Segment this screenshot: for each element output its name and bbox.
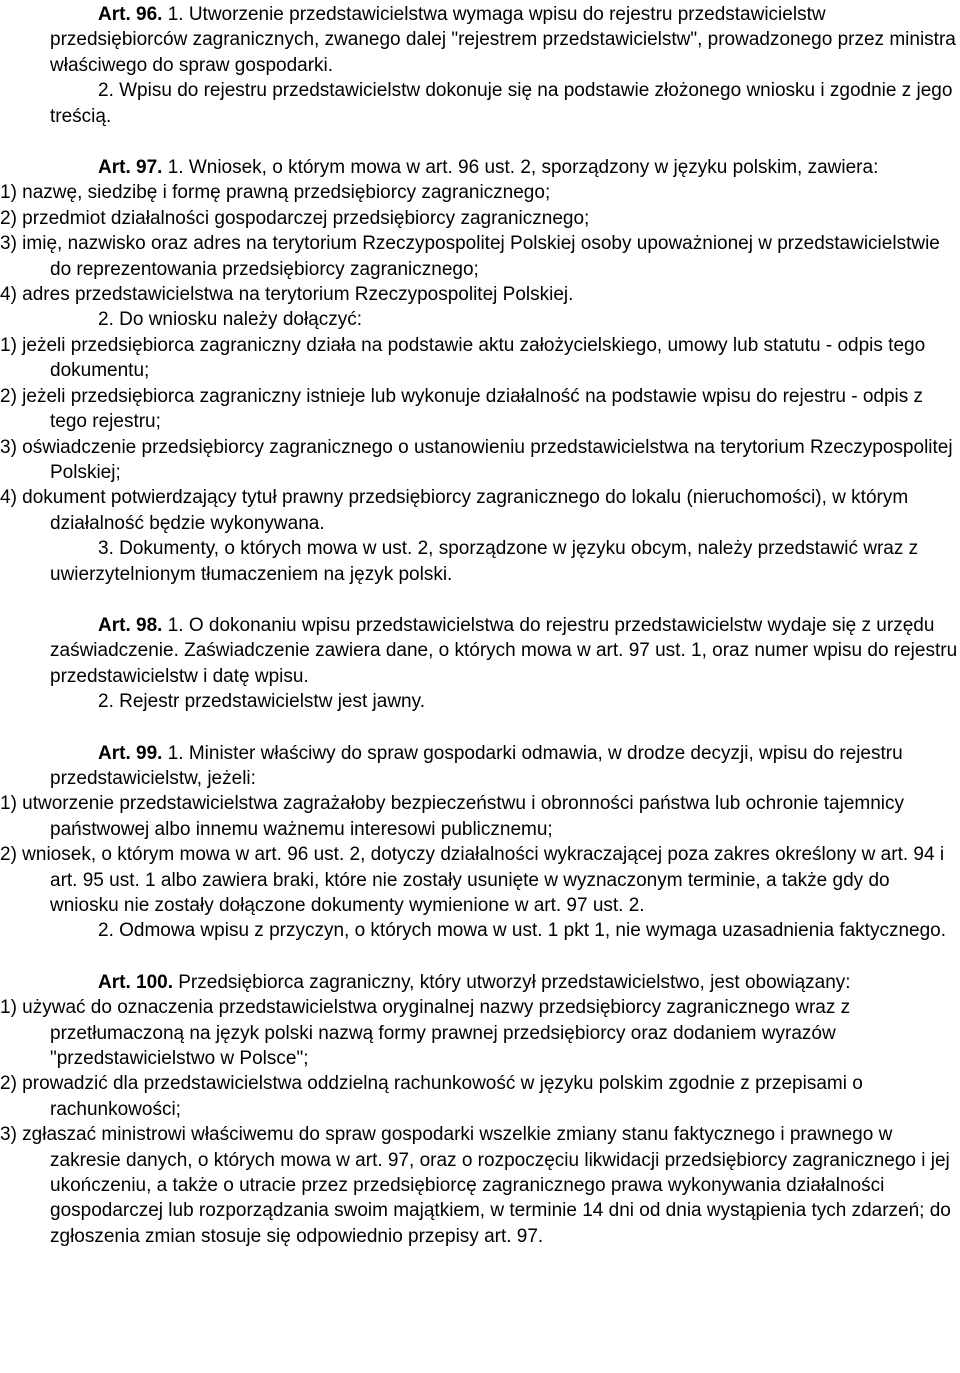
art98-p1 — [0, 613, 960, 689]
list-item: 1) utworzenie przedstawicielstwa zagrażałoby bezpieczeństwu i obronności państwa lub ochronie tajemnicy państwowej albo innemu ważnemu interesowi publicznemu; — [0, 793, 905, 840]
art97-p2: 2. Do wniosku należy dołączyć: — [98, 309, 363, 331]
art96-number: Art. 96. — [98, 4, 163, 25]
art96-p2: 2. Wpisu do rejestru przedstawicielstw dokonuje się na podstawie złożonego wniosku i zgodnie z jego treścią. — [50, 80, 953, 127]
art96-p1 — [0, 2, 960, 78]
list-item: 3) imię, nazwisko oraz adres na terytorium Rzeczypospolitej Polskiej osoby upoważnionej w przedstawicielstwie do reprezentowania przedsiębiorcy zagranicznego; — [0, 233, 940, 280]
list-item: 3) zgłaszać ministrowi właściwemu do spraw gospodarki wszelkie zmiany stanu faktycznego i prawnego w zakresie danych, o których mowa w art. 97, oraz o rozpoczęciu likwidacji przedsiębiorcy zagranicznego i jej ukończeniu, a także o utracie przez przedsiębiorcę zagranicznego prawa wykonywania działalności gospodarczej lub rozporządzania swoim majątkiem, w terminie 14 dni od dnia wystąpienia tych zdarzeń; do zgłoszenia zmian stosuje się odpowiednio przepisy art. 97. — [0, 1124, 951, 1247]
art97-p1-text: 1. Wniosek, o którym mowa w art. 96 ust. 2, sporządzony w języku polskim, zawiera: — [162, 157, 879, 179]
list-item: 1) nazwę, siedzibę i formę prawną przedsiębiorcy zagranicznego; — [0, 182, 551, 204]
art96-p1-text: 1. Utworzenie przedstawicielstwa wymaga wpisu do rejestru przedstawicielstw przedsiębiorców zagranicznych, zwanego dalej "rejestrem przedstawicielstw", prowadzonego przez ministra właściwego do spraw gospodarki. — [50, 4, 956, 76]
art98-p2: 2. Rejestr przedstawicielstw jest jawny. — [98, 691, 425, 713]
list-item: 1) jeżeli przedsiębiorca zagraniczny działa na podstawie aktu założycielskiego, umowy lub statutu - odpis tego dokumentu; — [0, 334, 926, 382]
art100-number: Art. 100. — [98, 971, 173, 993]
art98-p1-text: 1. O dokonaniu wpisu przedstawicielstwa do rejestru przedstawicielstw wydaje się z urzędu zaświadczenie. Zaświadczenie zawiera dane, o których mowa w art. 97 ust. 1, oraz numer wpisu do rejestru przedstawicielstw i datę wpisu. — [50, 614, 958, 687]
art97-number: Art. 97. — [98, 157, 163, 179]
art99-p1 — [0, 741, 960, 792]
art99-number: Art. 99. — [98, 742, 163, 764]
list-item: 2) prowadzić dla przedstawicielstwa oddzielną rachunkowość w języku polskim zgodnie z przepisami o rachunkowości; — [0, 1073, 863, 1120]
art98-number: Art. 98. — [98, 614, 163, 636]
art97-p1 — [0, 155, 960, 180]
art97-p3: 3. Dokumenty, o których mowa w ust. 2, sporządzone w języku obcym, należy przedstawić wraz z uwierzytelnionym tłumaczeniem na język polski. — [50, 538, 919, 585]
list-item: 4) dokument potwierdzający tytuł prawny przedsiębiorcy zagranicznego do lokalu (nieruchomości), w którym działalność będzie wykonywana. — [0, 487, 909, 534]
legal-document — [0, 2, 960, 1249]
art99-p2: 2. Odmowa wpisu z przyczyn, o których mowa w ust. 1 pkt 1, nie wymaga uzasadnienia faktycznego. — [98, 920, 946, 942]
list-item: 2) jeżeli przedsiębiorca zagraniczny istnieje lub wykonuje działalność na podstawie wpisu do rejestru - odpis z tego rejestru; — [0, 385, 924, 433]
list-item: 4) adres przedstawicielstwa na terytorium Rzeczypospolitej Polskiej. — [0, 284, 574, 306]
art100-p1-text: Przedsiębiorca zagraniczny, który utworzył przedstawicielstwo, jest obowiązany: — [172, 971, 851, 993]
list-item: 2) przedmiot działalności gospodarczej przedsiębiorcy zagranicznego; — [0, 207, 590, 229]
art100-p1 — [0, 970, 960, 995]
list-item: 2) wniosek, o którym mowa w art. 96 ust. 2, dotyczy działalności wykraczającej poza zakres określony w art. 94 i art. 95 ust. 1 albo zawiera braki, które nie zostały usunięte w wyznaczonym terminie, a także gdy do wniosku nie zostały dołączone dokumenty wymienione w art. 97 ust. 2. — [0, 844, 945, 916]
list-item: 1) używać do oznaczenia przedstawicielstwa oryginalnej nazwy przedsiębiorcy zagranicznego wraz z przetłumaczoną na język polski nazwą formy prawnej przedsiębiorcy oraz dodaniem wyrazów "przedstawicielstwo w Polsce"; — [0, 997, 851, 1070]
list-item: 3) oświadczenie przedsiębiorcy zagranicznego o ustanowieniu przedstawicielstwa na terytorium Rzeczypospolitej Polskiej; — [0, 436, 953, 483]
art99-p1-text: 1. Minister właściwy do spraw gospodarki odmawia, w drodze decyzji, wpisu do rejestru przedstawicielstw, jeżeli: — [50, 742, 903, 789]
